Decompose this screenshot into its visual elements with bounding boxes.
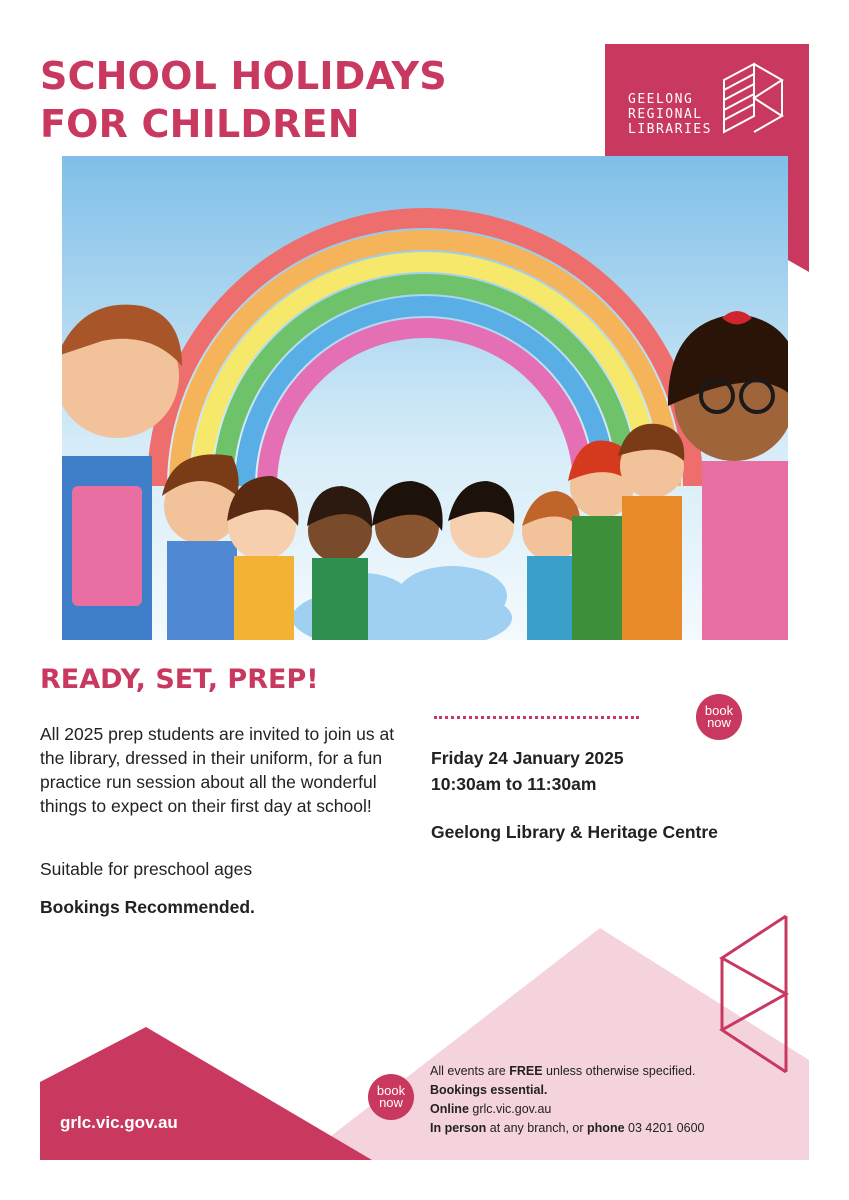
footer-line-1: All events are FREE unless otherwise specified. xyxy=(430,1064,696,1078)
dotted-divider xyxy=(434,716,639,719)
logo-line-2: REGIONAL xyxy=(628,107,703,122)
footer-line-4: In person at any branch, or phone 03 4201 0600 xyxy=(430,1121,705,1135)
event-time: 10:30am to 11:30am xyxy=(431,774,597,794)
book-now-line-1: book xyxy=(704,703,734,718)
footer-book-now-button[interactable] xyxy=(368,1074,414,1120)
footer-book-now-line-1: book xyxy=(376,1083,406,1098)
rainbow-children-illustration xyxy=(62,156,788,640)
event-venue: Geelong Library & Heritage Centre xyxy=(431,822,718,842)
footer-line-3: Online grlc.vic.gov.au xyxy=(430,1102,552,1116)
title-line-2: FOR CHILDREN xyxy=(40,102,360,146)
book-now-line-2: now xyxy=(707,715,731,730)
event-date: Friday 24 January 2025 xyxy=(431,748,624,768)
title-line-1: SCHOOL HOLIDAYS xyxy=(40,54,447,98)
event-ages: Suitable for preschool ages xyxy=(40,859,253,879)
event-heading: READY, SET, PREP! xyxy=(40,664,319,695)
footer-info xyxy=(430,1062,760,1138)
book-now-button[interactable] xyxy=(696,694,742,740)
footer-brand-shape xyxy=(40,1027,372,1160)
grl-book-logo-icon xyxy=(720,62,786,134)
footer-line-2: Bookings essential. xyxy=(430,1083,548,1097)
logo-line-3: LIBRARIES xyxy=(628,122,712,137)
page-title xyxy=(40,52,560,148)
website-link[interactable]: grlc.vic.gov.au xyxy=(60,1113,178,1132)
event-description: All 2025 prep students are invited to join us at the library, dressed in their uniform, for a fun practice run session about all the wonderful things to expect on their first day at school! xyxy=(40,724,395,816)
footer-book-now-line-2: now xyxy=(379,1095,403,1110)
logo-line-1: GEELONG xyxy=(628,92,694,107)
bookings-note: Bookings Recommended. xyxy=(40,897,255,917)
